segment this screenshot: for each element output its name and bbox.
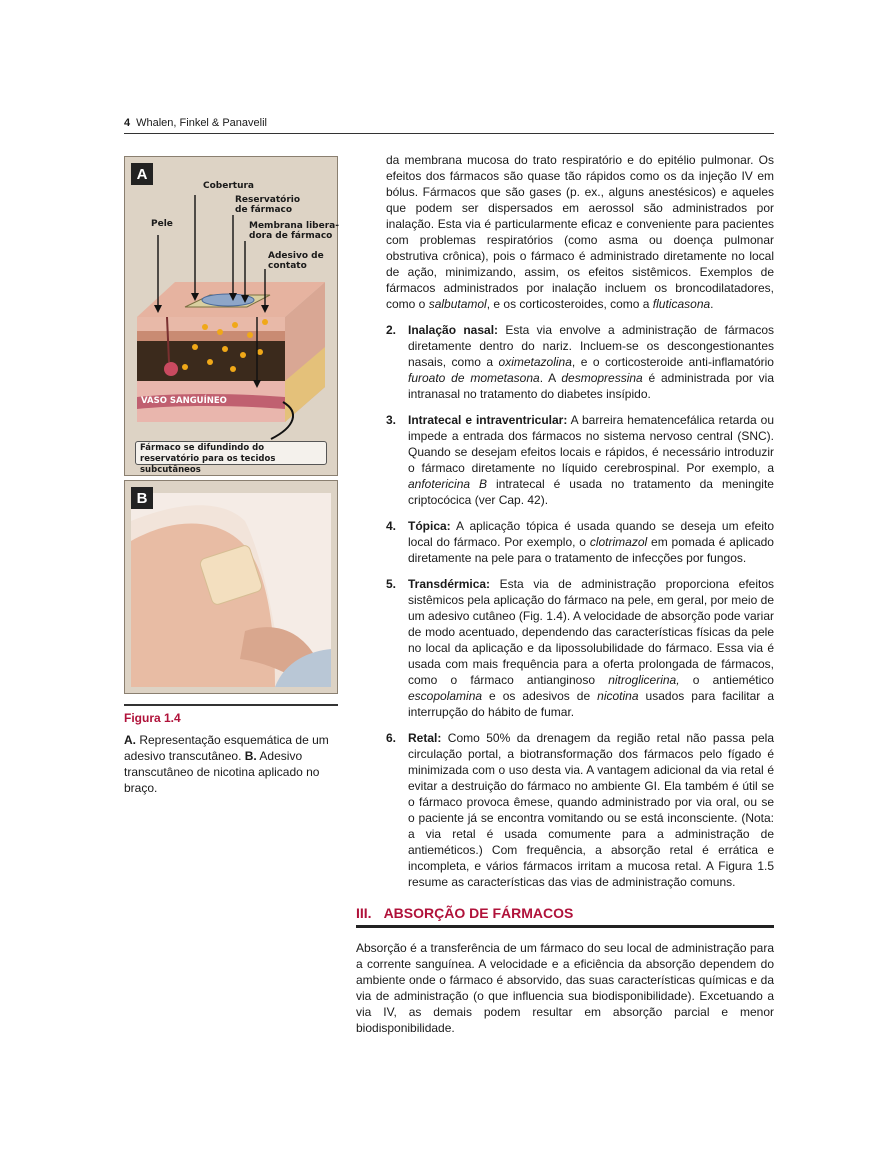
list-item: 5. Transdérmica: Esta via de administração proporciona efeitos sistêmicos pela aplicação do fármaco na pele, em geral, por meio de um adesivo cutâneo (Fig. 1.4). A velocidade de absorção pode variar de modo acentuado, dependendo das características físicas da pele no local da aplicação e da lipossolubilidade do fármaco. Essa via é usada com mais frequência para a oferta prolongada de fármacos, como o fármaco antianginoso nitroglicerina, o antiemético escopolamina e os adesivos de nicotina usados para facilitar a interrupção do hábito de fumar. — [386, 577, 774, 719]
label-reservatorio: Reservatório de fármaco — [235, 195, 301, 215]
caption-text-a: Representação esquemática de um adesivo transcutâneo. — [124, 733, 329, 763]
label-difundindo: Fármaco se difundindo do reservatório para os tecidos subcutâneos — [135, 441, 327, 465]
section-absorcao — [356, 905, 774, 1036]
panel-a-transdermal-diagram — [124, 156, 338, 476]
panel-a-tag: A — [131, 163, 153, 185]
caption-b-label: B. — [244, 749, 257, 763]
section-body: Absorção é a transferência de um fármaco do seu local de administração para a corrente sanguínea. A velocidade e a eficiência da absorção dependem do ambiente onde o fármaco é absorvido, das suas características químicas e da via de administração (o que influencia sua biodisponibilidade). Excetuando a via IV, as demais podem resultar em absorção parcial e menor biodisponibilidade. — [356, 941, 774, 1035]
panel-b-photo — [124, 480, 338, 694]
label-membrana: Membrana libera-dora de fármaco — [249, 221, 339, 241]
figure-1-4 — [124, 156, 338, 694]
running-header — [124, 117, 774, 134]
arm-patch-photo — [125, 481, 337, 693]
main-text-column — [386, 152, 774, 900]
intro-paragraph: da membrana mucosa do trato respiratório e do epitélio pulmonar. Os efeitos dos fármacos são quase tão rápidos como os da injeção IV em bólus. Fármacos que são gases (p. ex., alguns anestésicos) e aqueles que podem ser dispersados em aerossol são administrados por inalação. Esta via é particularmente eficaz e conveniente para pacientes com problemas respiratórios (como asma ou doença pulmonar obstrutiva crônica), pois o fármaco é administrado diretamente no local de ação, minimizando, assim, os efeitos sistêmicos. Exemplos de fármacos administrados por inalação incluem os broncodilatadores, como o salbutamol, e os corticosteroides, como a fluticasona. — [386, 153, 774, 311]
caption-text-b: Adesivo transcutâneo de nicotina aplicado no braço. — [124, 749, 320, 795]
figure-caption-title: Figura 1.4 — [124, 711, 181, 725]
section-heading — [356, 905, 774, 928]
caption-a-label: A. — [124, 733, 136, 747]
label-vaso-sanguineo: VASO SANGUÍNEO — [141, 396, 227, 406]
page-number: 4 — [124, 117, 131, 129]
list-item: 2. Inalação nasal: Esta via envolve a administração de fármacos diretamente dentro do nariz. Incluem-se os descongestionantes nasais, como a oximetazolina, e o corticosteroide anti-inflamatório furoato de mometasona. A desmopressina é administrada por via intranasal no tratamento do diabetes insípido. — [386, 323, 775, 401]
label-pele: Pele — [151, 219, 173, 229]
authors: Whalen, Finkel & Panavelil — [136, 117, 267, 129]
label-adesivo: Adesivo de contato — [268, 251, 324, 271]
list-item: 6. Retal: Como 50% da drenagem da região retal não passa pela circulação portal, a biotransformação dos fármacos pelo fígado é minimizada com o uso desta via. A vantagem adicional da via retal é evitar a destruição do fármaco no ambiente GI. Ela também é útil se o fármaco provoca êmese, quando administrado por via oral, ou se o paciente já se encontra vomitando ou se está inconsciente. (Nota: a via retal é usada comumente para a administração de antieméticos.) Com frequência, a absorção retal é errática e incompleta, e vários fármacos irritam a mucosa retal. A Figura 1.5 resume as características das vias de administração comuns. — [386, 731, 774, 889]
section-number: III. — [356, 905, 372, 921]
figure-caption — [124, 704, 338, 796]
list-item: 3. Intratecal e intraventricular: A barreira hematencefálica retarda ou impede a entrada dos fármacos no sistema nervoso central (SNC). Quando se desejam efeitos locais e rápidos, é necessário introduzir o fármaco diretamente no líquido cerebrospinal. Por exemplo, a anfotericina B intratecal é usada no tratamento da meningite criptocócica (ver Cap. 42). — [386, 413, 774, 507]
label-cobertura: Cobertura — [203, 181, 254, 191]
panel-b-tag: B — [131, 487, 153, 509]
list-item: 4. Tópica: A aplicação tópica é usada quando se deseja um efeito local do fármaco. Por exemplo, o clotrimazol em pomada é aplicado diretamente na pele para o tratamento de infecções por fungos. — [386, 519, 774, 565]
section-title: ABSORÇÃO DE FÁRMACOS — [383, 905, 574, 921]
